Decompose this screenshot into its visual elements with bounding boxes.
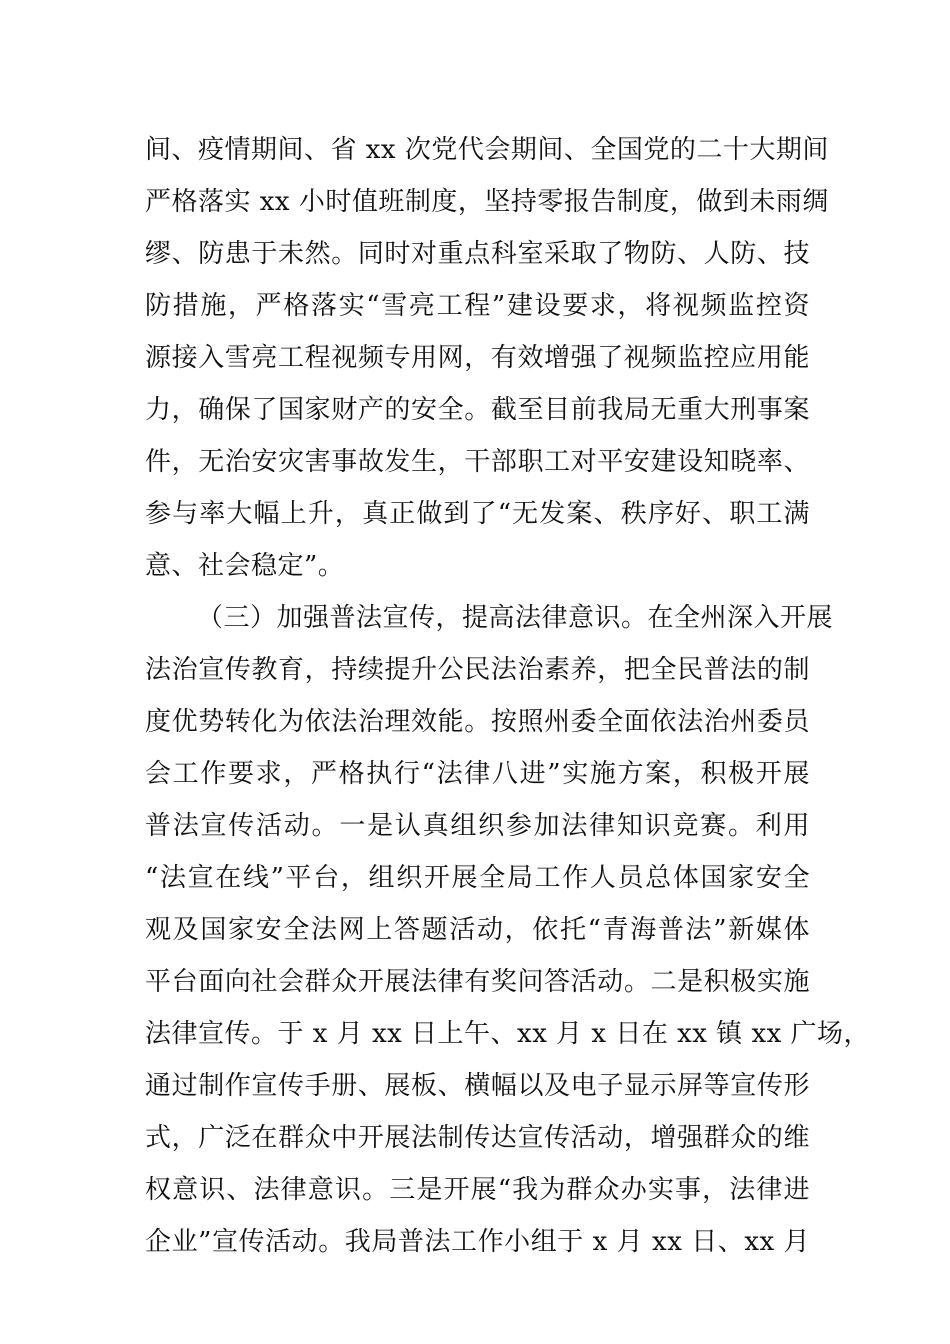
text-line-9: 意、社会稳定”。 [145,551,345,581]
text-line-22: 企业”宣传活动。我局普法工作小组于 x 月 xx 日、xx 月 [145,1227,810,1257]
text-line-11: 法治宣传教育，持续提升公民法治素养，把全民普法的制 [145,655,810,685]
text-line-17: 平台面向社会群众开展法律有奖问答活动。二是积极实施 [145,967,810,997]
text-line-6: 力，确保了国家财产的安全。截至目前我局无重大刑事案 [145,395,810,425]
text-line-16: 观及国家安全法网上答题活动，依托“青海普法”新媒体 [145,915,810,945]
text-line-3: 缪、防患于未然。同时对重点科室采取了物防、人防、技 [145,239,810,269]
text-line-2: 严格落实 xx 小时值班制度，坚持零报告制度，做到未雨绸 [145,187,829,217]
text-line-14: 普法宣传活动。一是认真组织参加法律知识竞赛。利用 [145,811,810,841]
text-line-15: “法宣在线”平台，组织开展全局工作人员总体国家安全 [145,863,810,893]
text-line-4: 防措施，严格落实“雪亮工程”建设要求，将视频监控资 [145,291,810,321]
text-line-1: 间、疫情期间、省 xx 次党代会期间、全国党的二十大期间 [145,135,829,165]
text-line-18: 法律宣传。于 x 月 xx 日上午、xx 月 x 日在 xx 镇 xx 广场， [145,1019,871,1049]
paragraph-heading-line: （三）加强普法宣传，提高法律意识。在全州深入开展 [197,603,834,633]
text-line-19: 通过制作宣传手册、展板、横幅以及电子显示屏等宣传形 [145,1071,810,1101]
text-line-7: 件，无治安灾害事故发生，干部职工对平安建设知晓率、 [145,447,810,477]
text-line-8: 参与率大幅上升，真正做到了“无发案、秩序好、职工满 [145,499,810,529]
text-line-13: 会工作要求，严格执行“法律八进”实施方案，积极开展 [145,759,810,789]
text-line-5: 源接入雪亮工程视频专用网，有效增强了视频监控应用能 [145,343,810,373]
text-line-21: 权意识、法律意识。三是开展“我为群众办实事，法律进 [145,1175,810,1205]
text-line-20: 式，广泛在群众中开展法制传达宣传活动，增强群众的维 [145,1123,810,1153]
text-line-12: 度优势转化为依法治理效能。按照州委全面依法治州委员 [145,707,810,737]
